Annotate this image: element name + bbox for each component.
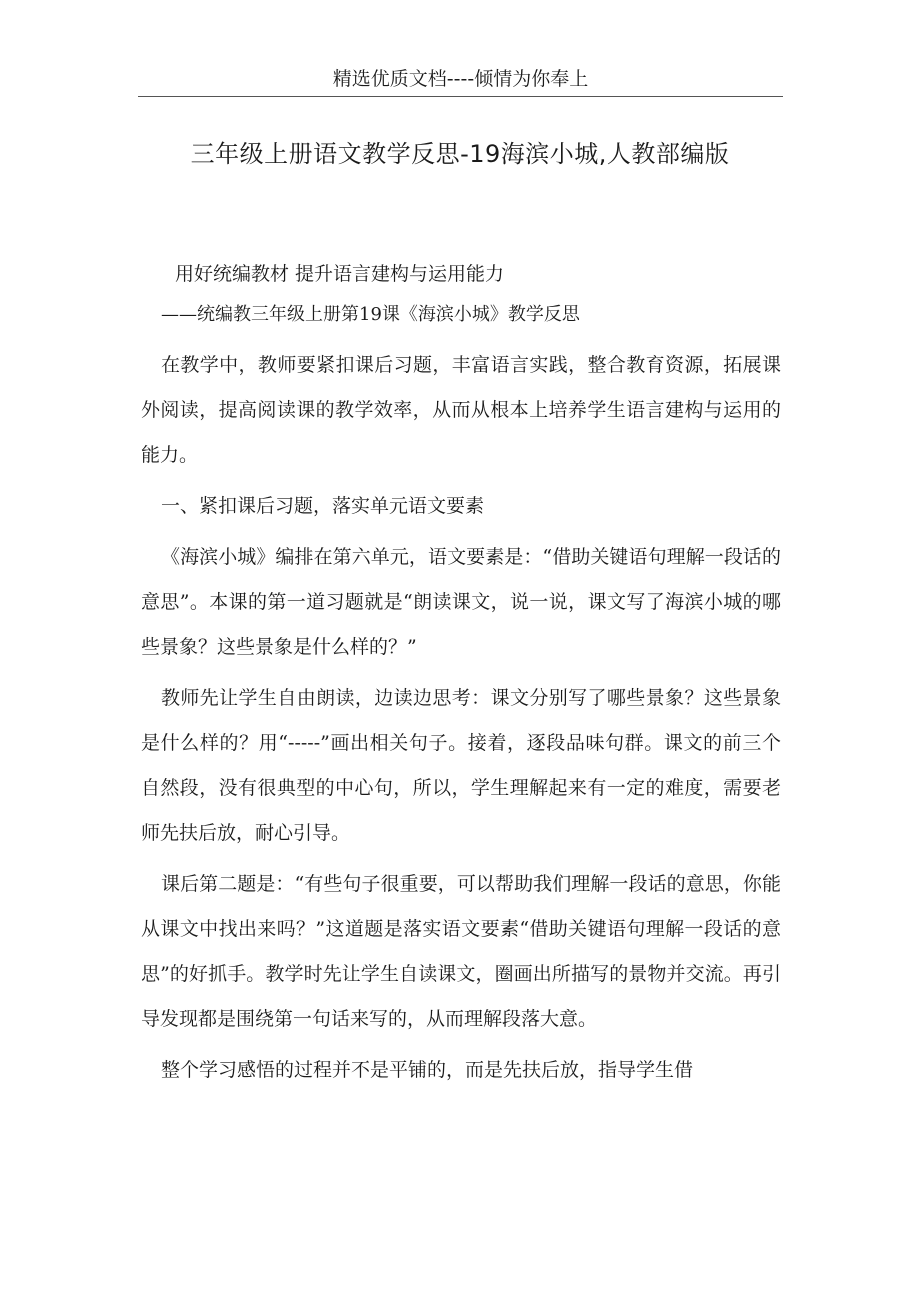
document-byline: ——统编教三年级上册第19课《海滨小城》教学反思 — [161, 304, 580, 325]
page-header: 精选优质文档----倾情为你奉上 — [138, 62, 783, 97]
document-subtitle: 用好统编教材 提升语言建构与运用能力 — [175, 263, 505, 285]
paragraph: 整个学习感悟的过程并不是平铺的，而是先扶后放，指导学生借 — [161, 1059, 694, 1081]
paragraph: 《海滨小城》编排在第六单元，语文要素是：“借助关键语句理解一段话的意思”。本课的第一道习题就是“朗读课文，说一说，课文写了海滨小城的哪些景象？这些景象是什么样的？” — [141, 546, 781, 658]
document-title: 三年级上册语文教学反思-19海滨小城,人教部编版 — [190, 140, 730, 168]
document-body — [141, 255, 781, 1099]
paragraph: 在教学中，教师要紧扣课后习题，丰富语言实践，整合教育资源，拓展课外阅读，提高阅读课的教学效率，从而从根本上培养学生语言建构与运用的能力。 — [141, 354, 781, 466]
paragraph: 课后第二题是：“有些句子很重要，可以帮助我们理解一段话的意思，你能从课文中找出来吗？”这道题是落实语文要素“借助关键语句理解一段话的意思”的好抓手。教学时先让学生自读课文，圈画出所描写的景物并交流。再引导发现都是围绕第一句话来写的，从而理解段落大意。 — [141, 873, 781, 1030]
section-heading: 一、紧扣课后习题，落实单元语文要素 — [161, 495, 485, 517]
paragraph: 教师先让学生自由朗读，边读边思考：课文分别写了哪些景象？这些景象是什么样的？用“-----”画出相关句子。接着，逐段品味句群。课文的前三个自然段，没有很典型的中心句，所以，学生理解起来有一定的难度，需要老师先扶后放，耐心引导。 — [141, 687, 781, 844]
